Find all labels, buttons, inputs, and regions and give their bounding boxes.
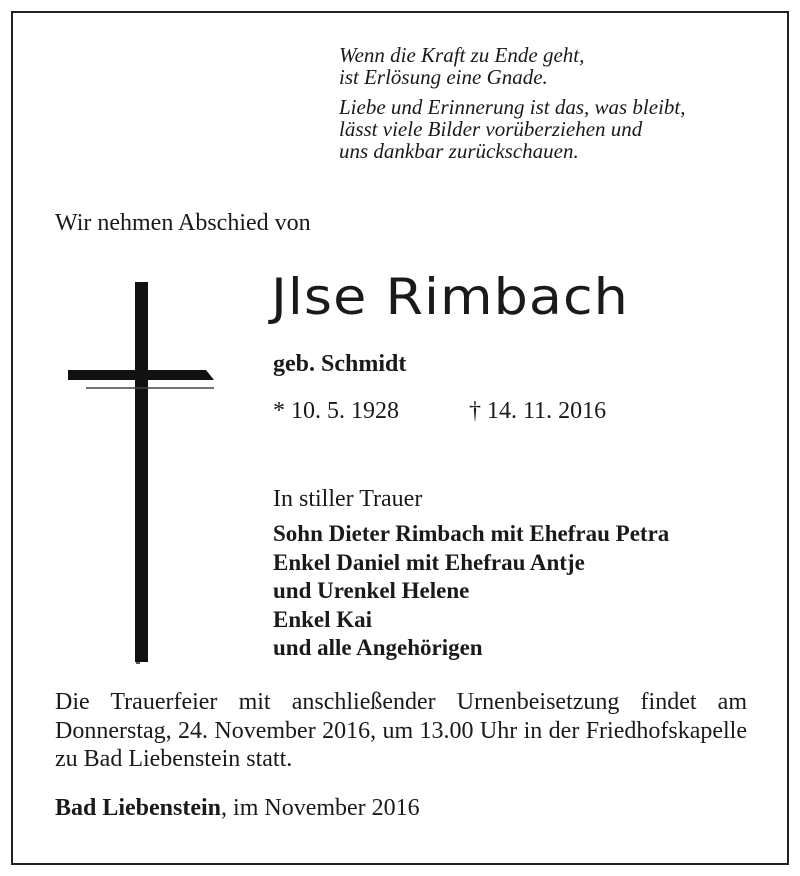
cross-horizontal-beam [68, 370, 214, 380]
birth-date: * 10. 5. 1928 [273, 398, 399, 424]
mourner: und Urenkel Helene [273, 578, 470, 603]
life-dates [273, 398, 607, 425]
closing-place: Bad Liebenstein [55, 795, 222, 821]
farewell-intro: Wir nehmen Abschied von [55, 210, 311, 236]
mourner: Enkel Kai [273, 606, 373, 632]
poem-line: Liebe und Erinnerung ist das, was bleibt, [339, 95, 686, 119]
mourners-list [273, 520, 669, 663]
mourner: Sohn Dieter Rimbach mit Ehefrau Petra [273, 521, 670, 546]
deceased-name: Jlse Rimbach [271, 268, 629, 326]
death-date: † 14. 11. 2016 [469, 398, 607, 424]
mourner: Enkel Daniel mit Ehefrau Antje [273, 549, 585, 575]
poem [339, 44, 779, 170]
latin-cross-icon [66, 282, 216, 666]
closing-date: , im November 2016 [221, 795, 420, 821]
cross-vertical-beam [135, 282, 148, 662]
poem-line: lässt viele Bilder vorüberziehen und [339, 117, 643, 141]
poem-stanza [339, 96, 779, 162]
ceremony-text: Die Trauerfeier mit anschließender Urnenbeisetzung findet am Donnerstag, 24. November 2016, um 13.00 Uhr in der Friedhofskapelle zu Bad Liebenstein statt. [55, 689, 747, 772]
poem-line: ist Erlösung eine Gnade. [339, 65, 548, 89]
poem-stanza [339, 44, 779, 88]
birth-name: geb. Schmidt [273, 351, 407, 377]
poem-line: Wenn die Kraft zu Ende geht, [339, 43, 585, 67]
closing-line [55, 795, 420, 822]
poem-line: uns dankbar zurückschauen. [339, 139, 579, 163]
mourner: und alle Angehörigen [273, 635, 483, 660]
mourning-label: In stiller Trauer [273, 486, 423, 512]
